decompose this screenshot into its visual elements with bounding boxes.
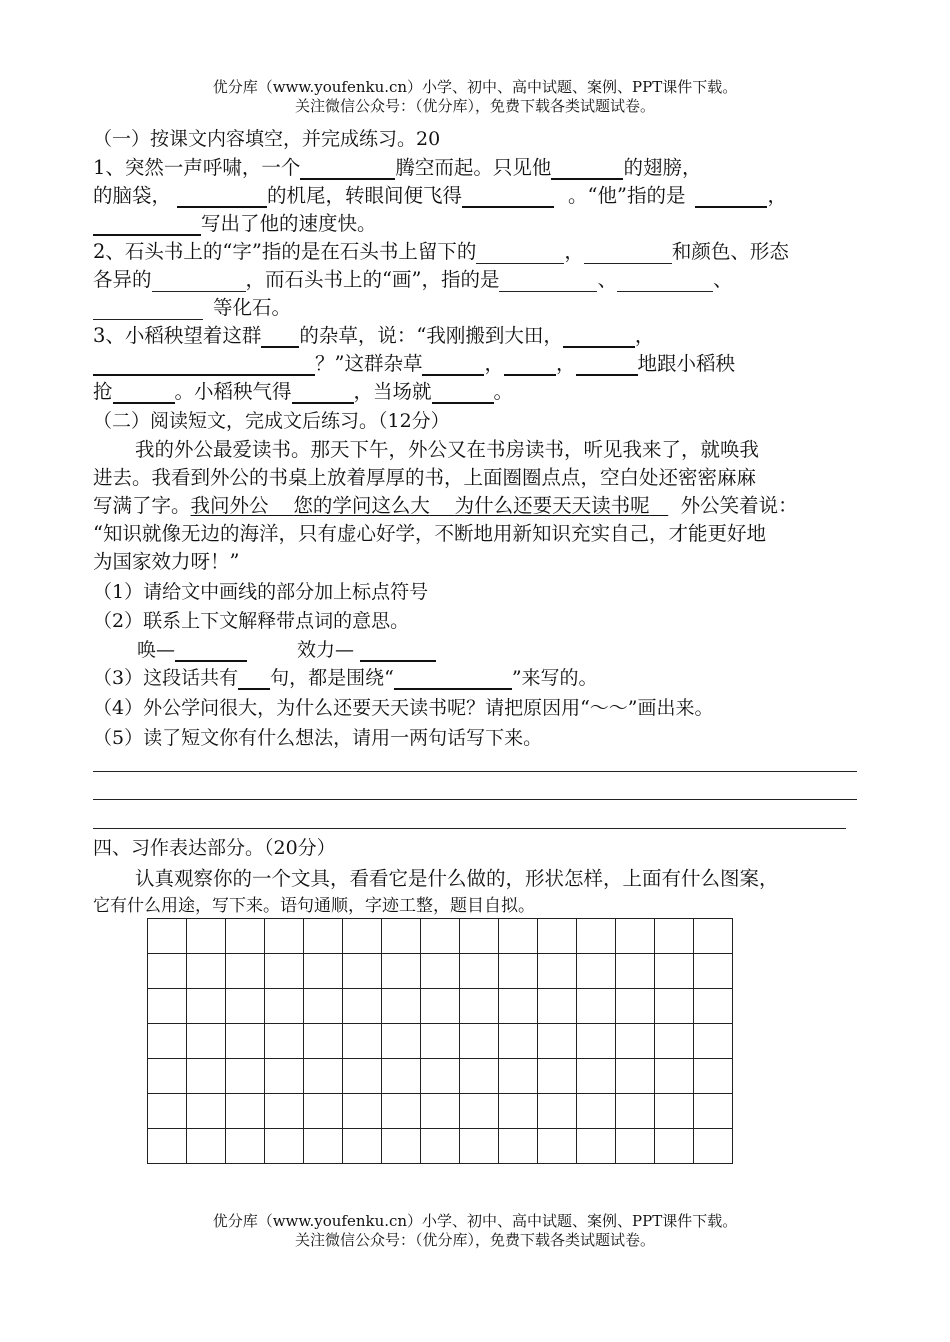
blank[interactable] (499, 272, 597, 292)
q3-line-2: ？”这群杂草 ， ， 地跟小稻秧 (93, 352, 735, 376)
q1-line-1: 1、突然一声呼啸，一个 腾空而起。只见他 的翅膀， (93, 156, 702, 179)
section1-title: （一）按课文内容填空，并完成练习。20 (93, 128, 441, 150)
grid-row (148, 1024, 733, 1059)
blank[interactable] (261, 327, 299, 348)
answer-line-3[interactable] (93, 828, 846, 829)
question-2-words: 唤— 效力— (137, 638, 436, 662)
blank[interactable] (93, 355, 315, 376)
blank[interactable] (563, 327, 635, 348)
blank[interactable] (238, 669, 270, 690)
question-4: （4）外公学问很大，为什么还要天天读书呢？请把原因用“～～”画出来。 (93, 697, 714, 719)
blank[interactable] (462, 187, 554, 208)
blank[interactable] (695, 187, 767, 208)
question-2: （2）联系上下文解释带点词的意思。 (93, 610, 410, 632)
blank[interactable] (432, 383, 494, 404)
writing-grid[interactable] (147, 918, 733, 1164)
q3-line-3: 抢 。小稻秧气得 ，当场就 。 (93, 380, 514, 403)
blank[interactable] (504, 355, 556, 376)
question-5: （5）读了短文你有什么想法，请用一两句话写下来。 (93, 727, 543, 749)
blank[interactable] (584, 244, 672, 264)
grid-row (148, 1094, 733, 1129)
grid-row (148, 954, 733, 989)
blank[interactable] (292, 383, 354, 404)
blank[interactable] (300, 159, 395, 180)
passage-line-1: 我的外公最爱读书。那天下午，外公又在书房读书，听见我来了，就唤我 (135, 438, 760, 461)
footer-line-1: 优分库（www.youfenku.cn）小学、初中、高中试题、案例、PPT课件下载。 (212, 1212, 738, 1230)
section2-title: （二）阅读短文，完成文后练习。（12分） (93, 410, 450, 432)
answer-line-1[interactable] (93, 771, 857, 772)
question-3: （3）这段话共有 句，都是围绕“ ”来写的。 (93, 667, 598, 689)
passage-line-2: 进去。我看到外公的书桌上放着厚厚的书，上面圈圈点点，空白处还密密麻麻 (93, 466, 757, 489)
section4-prompt-1: 认真观察你的一个文具，看看它是什么做的，形状怎样，上面有什么图案， (135, 867, 779, 890)
blank[interactable] (113, 383, 175, 404)
blank[interactable] (93, 215, 201, 236)
blank[interactable] (422, 355, 484, 376)
blank[interactable] (576, 355, 638, 376)
blank[interactable] (360, 641, 436, 662)
passage-line-3: 写满了字。我问外公 您的学问这么大 为什么还要天天读书呢 外公笑着说： (93, 494, 798, 517)
answer-line-2[interactable] (93, 799, 857, 800)
header-line-1: 优分库（www.youfenku.cn）小学、初中、高中试题、案例、PPT课件下载。 (212, 78, 738, 96)
q1-line-3: 写出了他的速度快。 (93, 212, 377, 236)
q3-line-1: 3、小稻秧望着这群 的杂草，说：“我刚搬到大田， ， (93, 324, 655, 347)
q2-line-2: 各异的 ，而石头书上的“画”，指的是 、 、 (93, 268, 733, 291)
blank[interactable] (551, 159, 623, 180)
blank[interactable] (394, 669, 512, 690)
underlined-sentence: 我问外公 您的学问这么大 为什么还要天天读书呢 (190, 494, 650, 517)
question-1: （1）请给文中画线的部分加上标点符号 (93, 581, 429, 603)
blank[interactable] (93, 300, 203, 320)
q2-line-1: 2、石头书上的“字”指的是在石头书上留下的 ， 和颜色、形态 (93, 240, 789, 263)
blank[interactable] (175, 641, 247, 662)
passage-line-4: “知识就像无边的海洋，只有虚心好学，不断地用新知识充实自己，才能更好地 (93, 522, 766, 545)
grid-row (148, 919, 733, 954)
section4-prompt-2: 它有什么用途，写下来。语句通顺，字迹工整，题目自拟。 (93, 896, 535, 916)
blank[interactable] (617, 272, 713, 292)
grid-row (148, 1129, 733, 1164)
header-line-2: 关注微信公众号：（优分库），免费下载各类试题试卷。 (294, 97, 655, 115)
grid-row (148, 1059, 733, 1094)
blank[interactable] (152, 272, 246, 292)
grid-row (148, 989, 733, 1024)
q2-line-3: 等化石。 (93, 296, 291, 320)
passage-line-5: 为国家效力呀！” (93, 550, 240, 573)
section4-title: 四、习作表达部分。（20分） (93, 837, 336, 859)
blank[interactable] (177, 187, 267, 208)
footer-line-2: 关注微信公众号：（优分库），免费下载各类试题试卷。 (294, 1231, 655, 1249)
blank[interactable] (476, 244, 564, 264)
q1-line-2: 的脑袋， 的机尾，转眼间便飞得 。“他”指的是 ， (93, 184, 787, 207)
